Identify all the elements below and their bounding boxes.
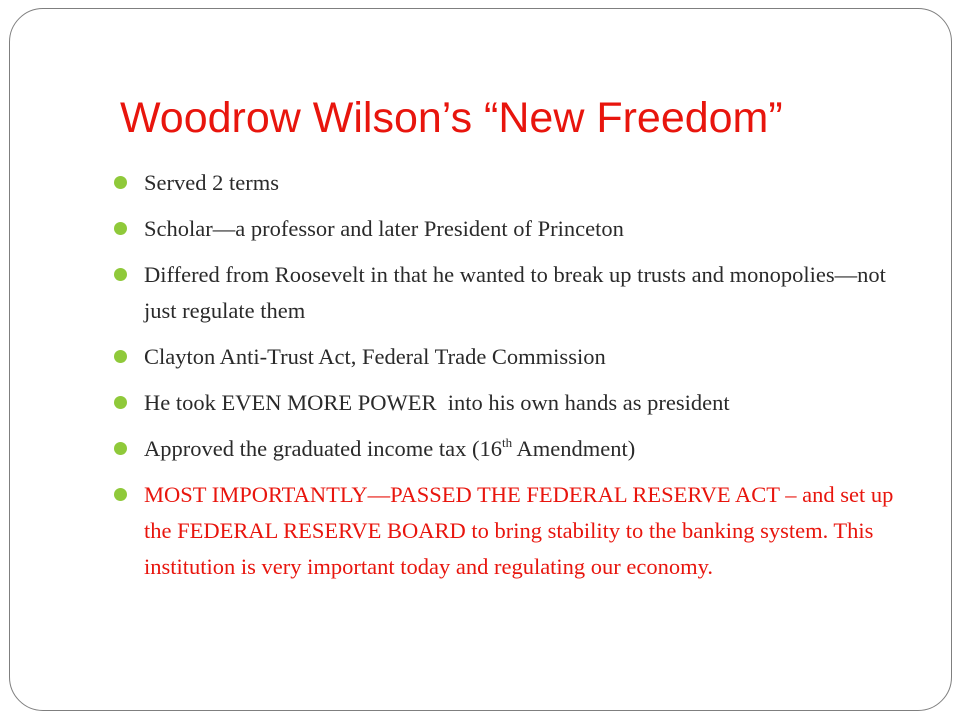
bullet-list bbox=[120, 165, 900, 595]
bullet-text bbox=[144, 436, 635, 461]
bullet-text: Clayton Anti-Trust Act, Federal Trade Commission bbox=[144, 344, 606, 369]
bullet-text: Served 2 terms bbox=[144, 170, 279, 195]
bullet-text-before: Approved the graduated income tax (16 bbox=[144, 436, 503, 461]
bullet-text: Scholar—a professor and later President of Princeton bbox=[144, 216, 624, 241]
bullet-item-trusts bbox=[120, 257, 900, 329]
bullet-dot-icon bbox=[114, 442, 127, 455]
bullet-dot-icon bbox=[114, 268, 127, 281]
bullet-superscript: th bbox=[502, 435, 513, 450]
bullet-text-after: Amendment) bbox=[512, 436, 636, 461]
bullet-dot-icon bbox=[114, 350, 127, 363]
bullet-text: He took EVEN MORE POWER into his own hands as president bbox=[144, 390, 730, 415]
bullet-item-power bbox=[120, 385, 900, 421]
bullet-text-highlight: MOST IMPORTANTLY—PASSED THE FEDERAL RESERVE ACT – and set up the FEDERAL RESERVE BOARD to bring stability to the banking system. This institution is very important today and regulating our economy. bbox=[144, 482, 894, 579]
bullet-dot-icon bbox=[114, 396, 127, 409]
slide-title: Woodrow Wilson’s “New Freedom” bbox=[120, 94, 783, 142]
bullet-item-terms bbox=[120, 165, 900, 201]
bullet-text: Differed from Roosevelt in that he wanted to break up trusts and monopolies—not just regulate them bbox=[144, 262, 886, 323]
bullet-dot-icon bbox=[114, 222, 127, 235]
bullet-item-federal-reserve bbox=[120, 477, 900, 585]
slide-frame bbox=[9, 8, 952, 711]
bullet-item-scholar bbox=[120, 211, 900, 247]
bullet-dot-icon bbox=[114, 488, 127, 501]
bullet-item-income-tax bbox=[120, 431, 900, 467]
bullet-dot-icon bbox=[114, 176, 127, 189]
bullet-item-clayton bbox=[120, 339, 900, 375]
